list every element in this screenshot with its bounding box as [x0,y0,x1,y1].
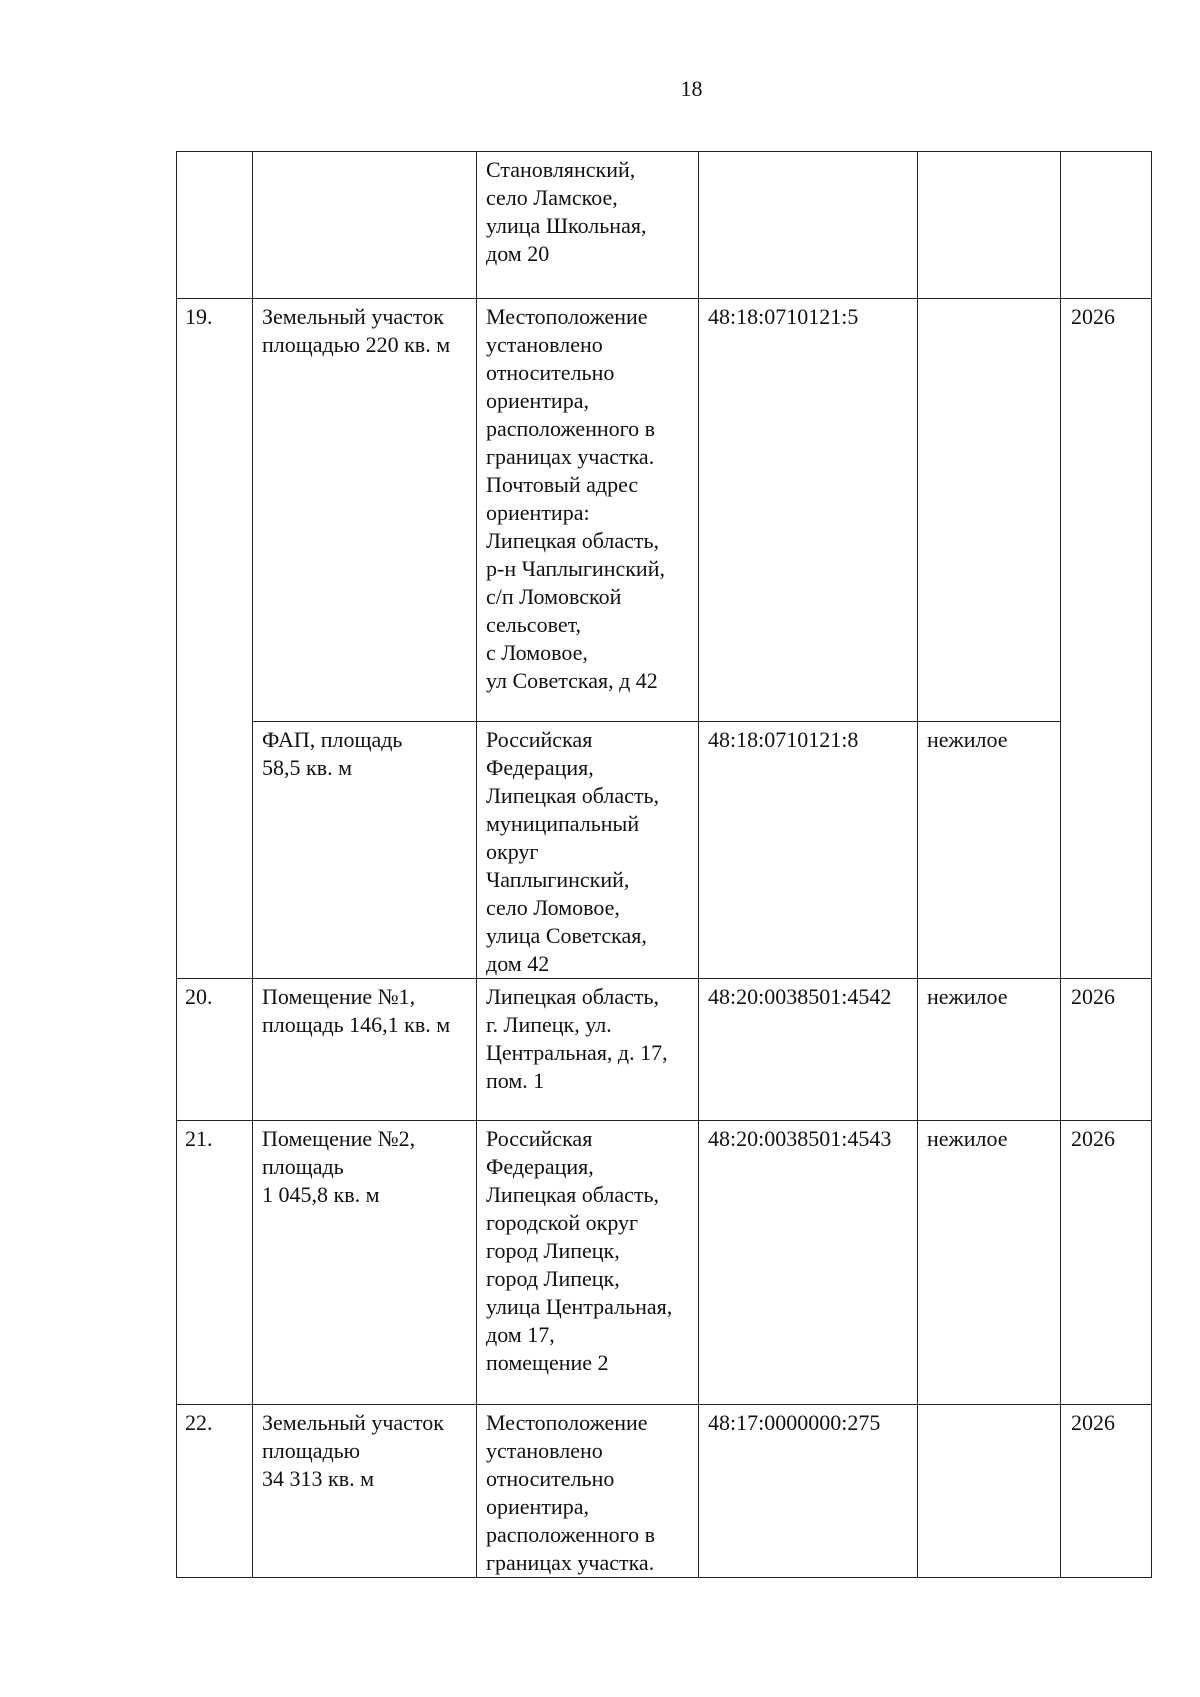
privatization-year: 2026 [1061,979,1152,1121]
cadastral-number: 48:20:0038501:4543 [699,1121,918,1405]
privatization-year: 2026 [1061,299,1152,722]
privatization-year: 2026 [1061,1405,1152,1578]
table-row [177,722,1152,979]
object-address: Становлянский, село Ламское, улица Школьная, дом 20 [477,152,699,299]
object-name: Помещение №1, площадь 146,1 кв. м [253,979,477,1121]
page-number: 18 [680,76,703,101]
privatization-year [1061,722,1152,979]
table-row [177,299,1152,722]
object-address: Местоположение установлено относительно ориентира, расположенного в границах участка. [477,1405,699,1578]
object-purpose [918,1405,1061,1578]
object-purpose: нежилое [918,979,1061,1121]
cadastral-number [699,152,918,299]
object-purpose: нежилое [918,722,1061,979]
table-row [177,1405,1152,1578]
property-table [176,151,1151,1578]
object-address: Липецкая область, г. Липецк, ул. Центральная, д. 17, пом. 1 [477,979,699,1121]
row-number [177,152,253,299]
row-number: 21. [177,1121,253,1405]
cadastral-number: 48:20:0038501:4542 [699,979,918,1121]
object-name: Земельный участок площадью 34 313 кв. м [253,1405,477,1578]
table-row [177,979,1152,1121]
privatization-year: 2026 [1061,1121,1152,1405]
table-row [177,152,1152,299]
row-number: 22. [177,1405,253,1578]
object-address: Российская Федерация, Липецкая область, муниципальный округ Чаплыгинский, село Ломовое, улица Советская, дом 42 [477,722,699,979]
row-number: 20. [177,979,253,1121]
table-row [177,1121,1152,1405]
cadastral-number: 48:18:0710121:5 [699,299,918,722]
object-name: Земельный участок площадью 220 кв. м [253,299,477,722]
row-number [177,722,253,979]
object-purpose: нежилое [918,1121,1061,1405]
object-purpose [918,299,1061,722]
object-address: Российская Федерация, Липецкая область, городской округ город Липецк, город Липецк, улица Центральная, дом 17, помещение 2 [477,1121,699,1405]
object-address: Местоположение установлено относительно ориентира, расположенного в границах участка. Почтовый адрес ориентира: Липецкая область, р-н Чаплыгинский, с/п Ломовской сельсовет, с Ломовое, ул Советская, д 42 [477,299,699,722]
cadastral-number: 48:18:0710121:8 [699,722,918,979]
object-purpose [918,152,1061,299]
object-name: ФАП, площадь 58,5 кв. м [253,722,477,979]
object-name: Помещение №2, площадь 1 045,8 кв. м [253,1121,477,1405]
row-number: 19. [177,299,253,722]
cadastral-number: 48:17:0000000:275 [699,1405,918,1578]
object-name [253,152,477,299]
privatization-year [1061,152,1152,299]
